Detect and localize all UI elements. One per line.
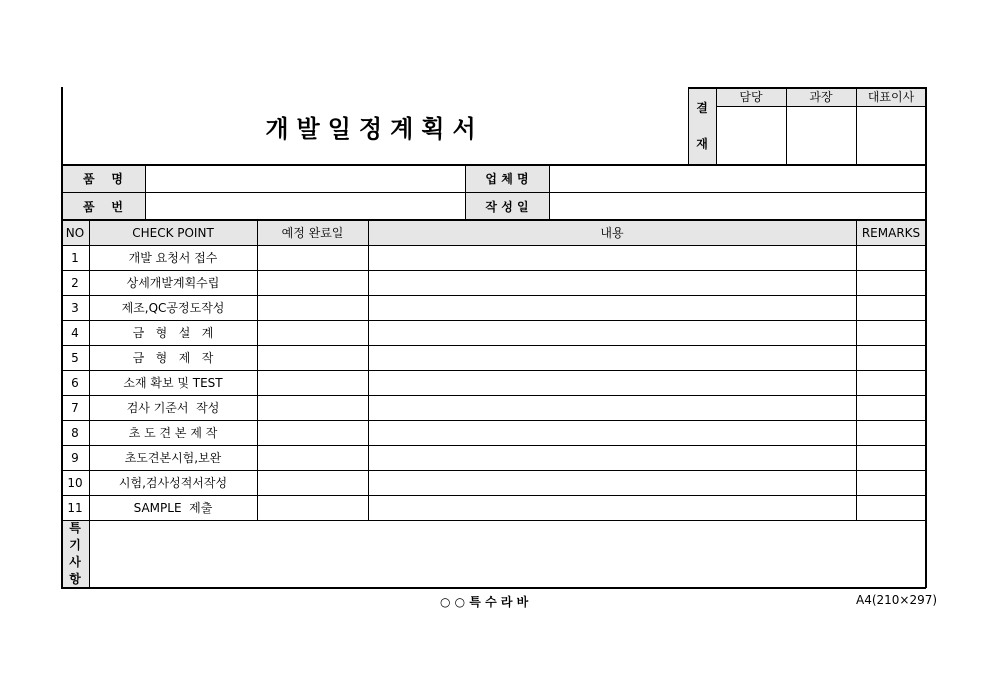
row-no: 11 — [67, 500, 83, 515]
row-date-field[interactable] — [257, 395, 368, 420]
product-name-field[interactable] — [145, 165, 465, 192]
company-field[interactable] — [549, 165, 926, 192]
row-date-field[interactable] — [257, 295, 368, 320]
row-no: 10 — [67, 475, 83, 490]
date-field[interactable] — [549, 192, 926, 220]
row-content-field[interactable] — [368, 445, 856, 470]
product-no-label: 품 번 — [61, 192, 145, 220]
row-check-point: 금 형 제 작 — [132, 351, 214, 365]
row-no: 5 — [71, 350, 79, 365]
approval-sign-manager[interactable] — [786, 106, 856, 165]
row-remarks-field[interactable] — [856, 395, 926, 420]
row-remarks-field[interactable] — [856, 420, 926, 445]
row-content-field[interactable] — [368, 395, 856, 420]
row-remarks-field[interactable] — [856, 245, 926, 270]
approval-sign-ceo[interactable] — [856, 106, 926, 165]
row-no: 3 — [71, 300, 79, 315]
row-date-field[interactable] — [257, 370, 368, 395]
row-date-field[interactable] — [257, 495, 368, 520]
approval-label-2: 재 — [696, 137, 708, 151]
row-no: 6 — [71, 375, 79, 390]
row-content-field[interactable] — [368, 245, 856, 270]
row-content-field[interactable] — [368, 320, 856, 345]
product-no-field[interactable] — [145, 192, 465, 220]
row-date-field[interactable] — [257, 245, 368, 270]
approval-sign-staff[interactable] — [716, 106, 786, 165]
row-check-point: 초 도 견 본 제 작 — [128, 426, 218, 440]
row-no: 2 — [71, 275, 79, 290]
approval-side-label — [688, 87, 716, 165]
row-check-point: 초도견본시험,보완 — [124, 451, 222, 465]
footer-company: ○ ○ 특 수 라 바 — [440, 595, 529, 609]
row-check-point: 금 형 설 계 — [132, 326, 214, 340]
document-title: 개발일정계획서 — [265, 114, 484, 143]
approval-col-staff: 담당 — [716, 87, 786, 106]
row-date-field[interactable] — [257, 345, 368, 370]
row-date-field[interactable] — [257, 420, 368, 445]
row-date-field[interactable] — [257, 270, 368, 295]
row-check-point: 상세개발계획수립 — [126, 276, 220, 290]
row-remarks-field[interactable] — [856, 345, 926, 370]
row-check-point: 제조,QC공정도작성 — [121, 301, 225, 315]
company-label: 업 체 명 — [465, 165, 549, 192]
row-date-field[interactable] — [257, 445, 368, 470]
row-no: 1 — [71, 250, 79, 265]
row-check-point: 소재 확보 및 TEST — [123, 376, 223, 390]
row-remarks-field[interactable] — [856, 320, 926, 345]
row-remarks-field[interactable] — [856, 470, 926, 495]
row-check-point: 개발 요청서 접수 — [128, 251, 218, 265]
row-date-field[interactable] — [257, 320, 368, 345]
approval-col-manager: 과장 — [786, 87, 856, 106]
col-header-date: 예정 완료일 — [257, 220, 368, 245]
row-remarks-field[interactable] — [856, 370, 926, 395]
row-check-point: 검사 기준서 작성 — [126, 401, 220, 415]
row-remarks-field[interactable] — [856, 270, 926, 295]
row-content-field[interactable] — [368, 495, 856, 520]
row-content-field[interactable] — [368, 270, 856, 295]
approval-col-ceo: 대표이사 — [856, 87, 926, 106]
col-header-remarks: REMARKS — [856, 220, 926, 245]
row-remarks-field[interactable] — [856, 295, 926, 320]
col-header-content: 내용 — [368, 220, 856, 245]
row-check-point: 시험,검사성적서작성 — [118, 476, 228, 490]
plan-form — [61, 87, 926, 588]
row-content-field[interactable] — [368, 295, 856, 320]
row-remarks-field[interactable] — [856, 445, 926, 470]
col-header-check: CHECK POINT — [89, 220, 257, 245]
footer-paper-size: A4(210×297) — [856, 593, 938, 607]
row-content-field[interactable] — [368, 470, 856, 495]
product-name-label: 품 명 — [61, 165, 145, 192]
approval-label-1: 결 — [696, 101, 708, 115]
row-content-field[interactable] — [368, 345, 856, 370]
row-content-field[interactable] — [368, 420, 856, 445]
row-no: 7 — [71, 400, 79, 415]
col-header-no: NO — [61, 220, 89, 245]
special-notes-label: 특 기 사 항 — [61, 520, 89, 588]
row-no: 9 — [71, 450, 79, 465]
row-no: 8 — [71, 425, 79, 440]
row-remarks-field[interactable] — [856, 495, 926, 520]
row-no: 4 — [71, 325, 79, 340]
row-date-field[interactable] — [257, 470, 368, 495]
row-check-point: SAMPLE 제출 — [133, 501, 213, 515]
row-content-field[interactable] — [368, 370, 856, 395]
special-notes-field[interactable] — [89, 520, 926, 588]
date-label: 작 성 일 — [465, 192, 549, 220]
